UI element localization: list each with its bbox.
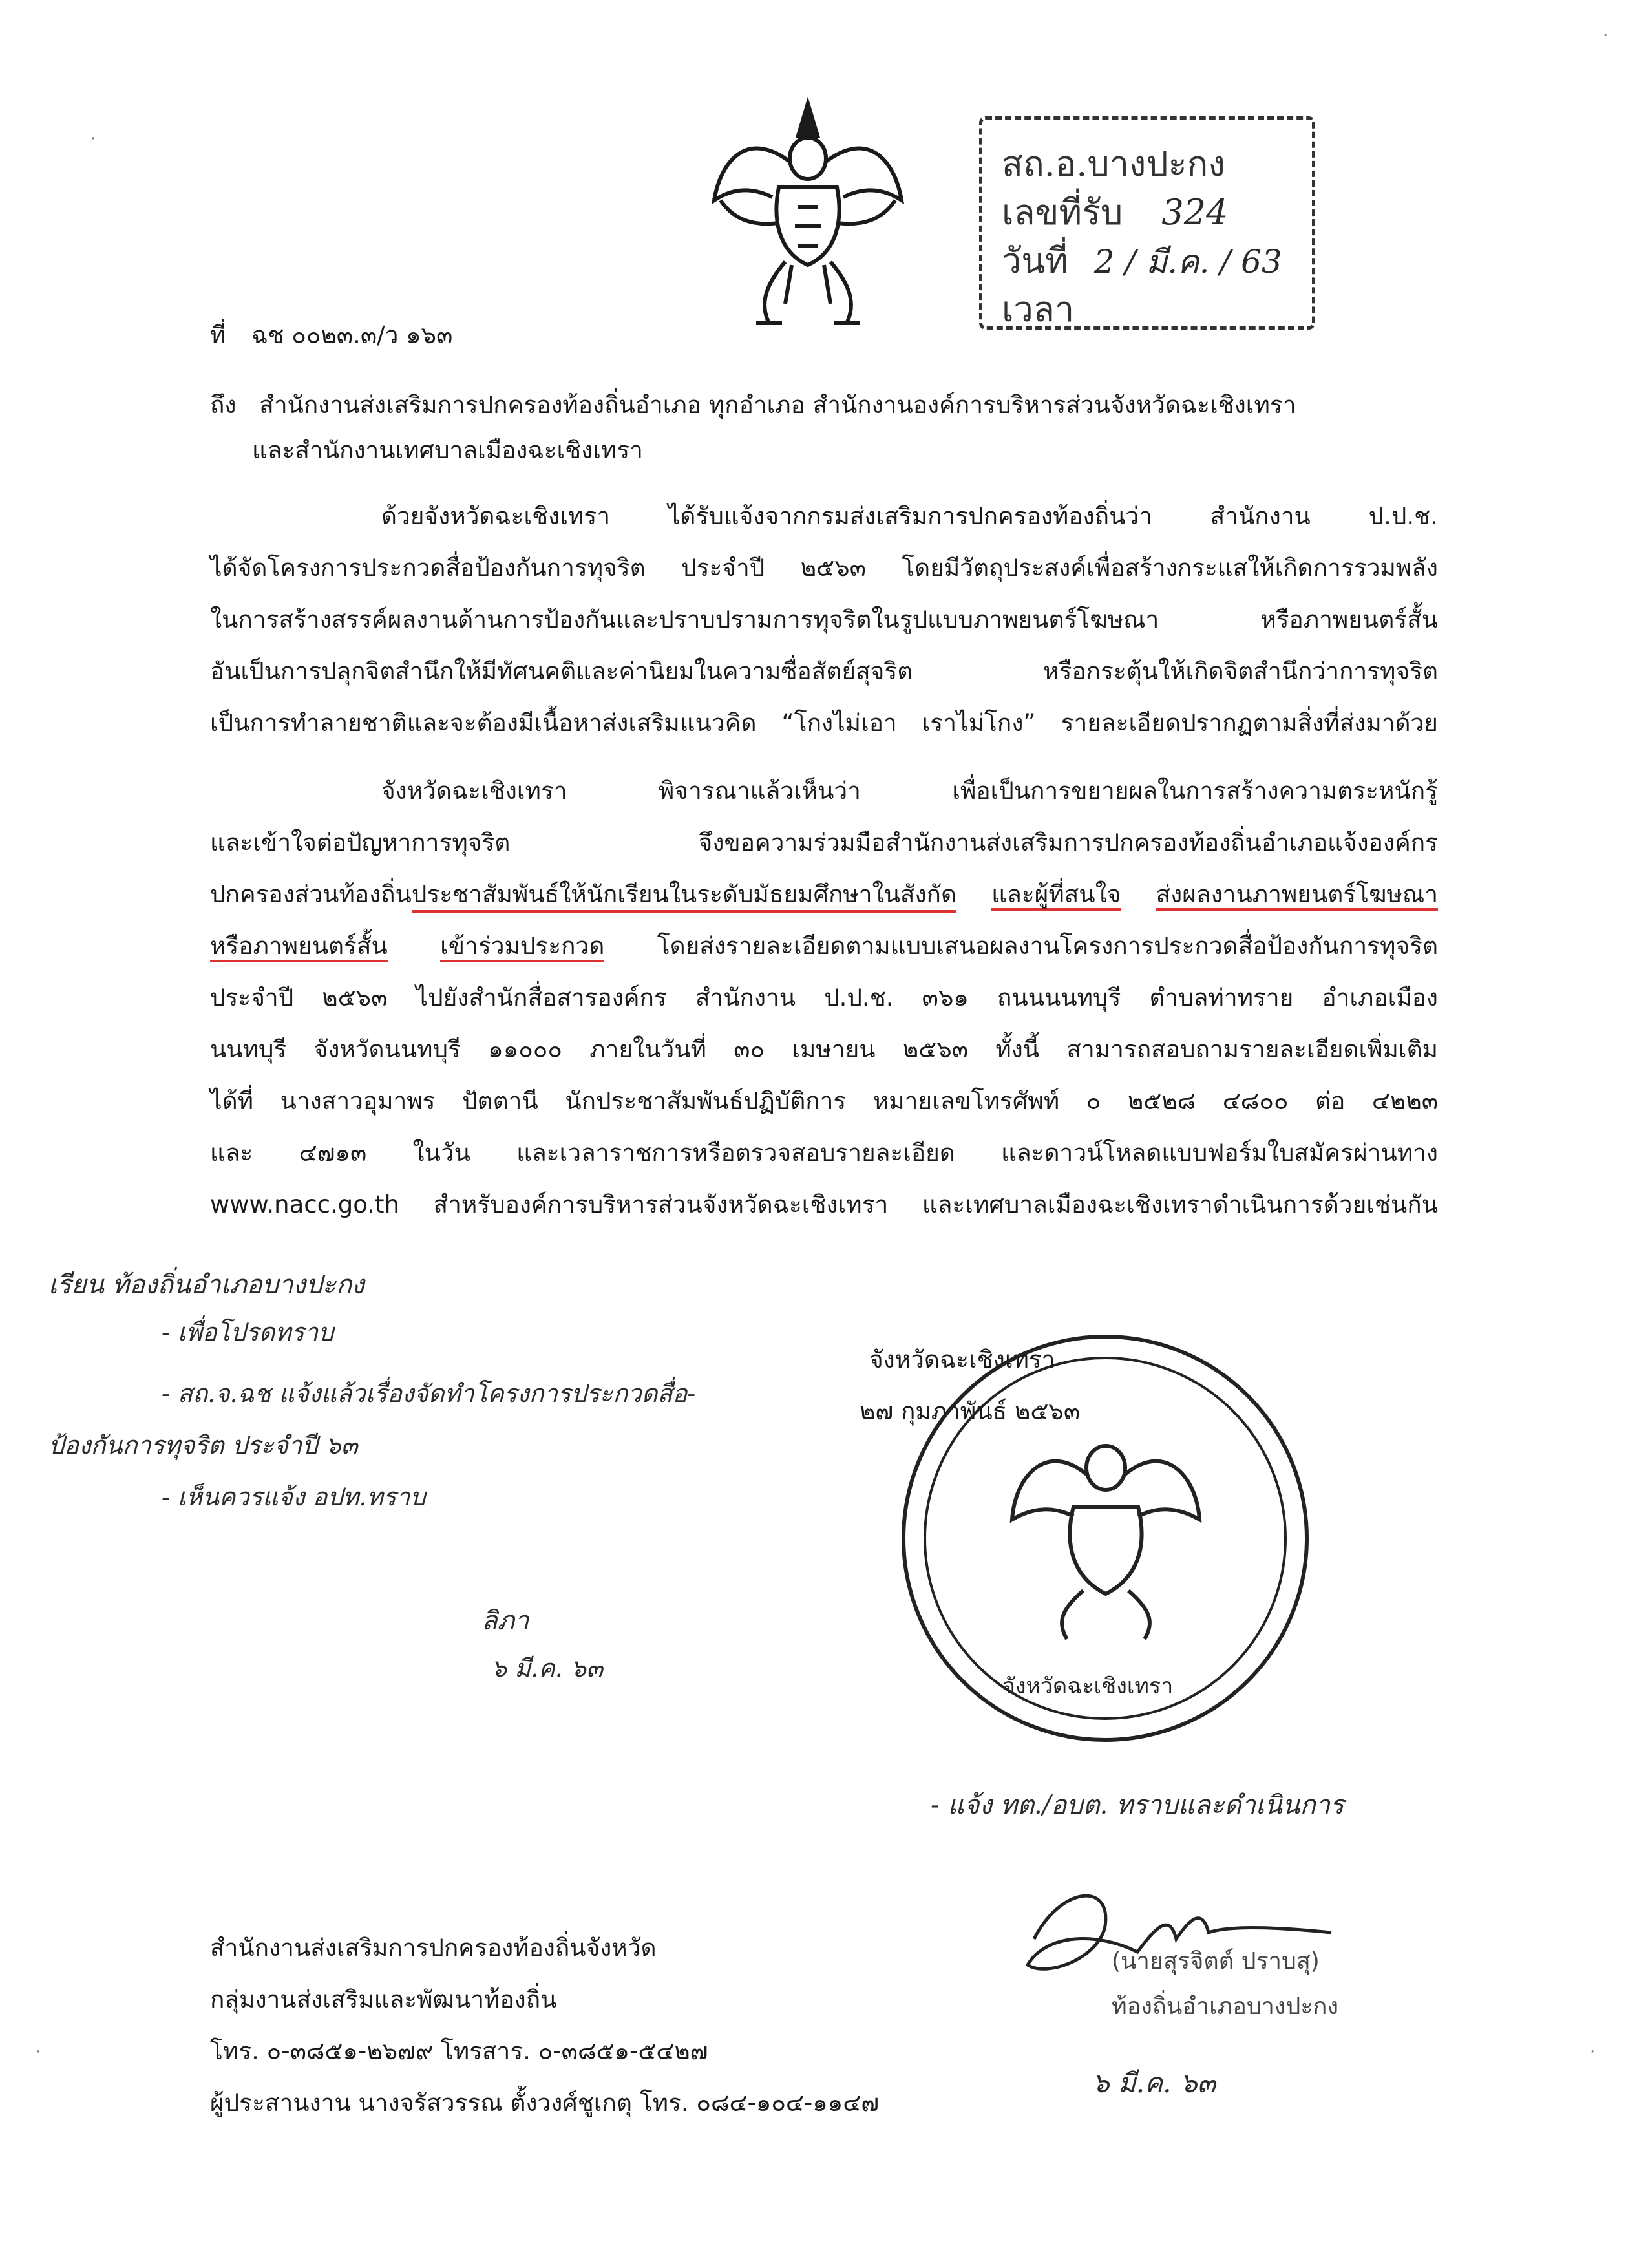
stamp-date-value: 2 / มี.ค. / 63 <box>1093 243 1282 281</box>
para1-line: ในการสร้างสรรค์ผลงานด้านการป้องกันและปราบปรามการทุจริตในรูปแบบภาพยนตร์โฆษณา หรือภาพยนตร์สั้น <box>210 606 1438 633</box>
signatory-position: ท้องถิ่นอำเภอบางปะกง <box>1112 1993 1339 2020</box>
receipt-stamp <box>979 116 1315 330</box>
para1-line: เป็นการทำลายชาติและจะต้องมีเนื้อหาส่งเสริมแนวคิด “โกงไม่เอา เราไม่โกง” รายละเอียดปรากฏตามสิ่งที่ส่งมาด้วย <box>210 709 1438 737</box>
handwritten-note-line: เรียน ท้องถิ่นอำเภอบางปะกง <box>48 1270 364 1300</box>
footer-office: สำนักงานส่งเสริมการปกครองท้องถิ่นจังหวัด <box>210 1934 657 1962</box>
handwritten-note-line: - เพื่อโปรดทราบ <box>162 1318 334 1346</box>
para1-line: ได้จัดโครงการประกวดสื่อป้องกันการทุจริต ประจำปี ๒๕๖๓ โดยมีวัตถุประสงค์เพื่อสร้างกระแสให้เกิดการรวมพลัง <box>210 554 1438 582</box>
seal-text: จังหวัดฉะเชิงเทรา <box>1002 1673 1174 1699</box>
para1-line: ด้วยจังหวัดฉะเชิงเทรา ได้รับแจ้งจากกรมส่งเสริมการปกครองท้องถิ่นว่า สำนักงาน ป.ป.ช. <box>381 502 1438 530</box>
underlined-phrase: หรือภาพยนตร์สั้น <box>210 934 388 962</box>
signing-date: ๒๗ กุมภาพันธ์ ๒๕๖๓ <box>860 1397 1081 1425</box>
stamp-date-label: วันที่ <box>1002 240 1068 281</box>
stamp-time-label: เวลา <box>1002 289 1075 330</box>
handwritten-note-line: ป้องกันการทุจริต ประจำปี ๖๓ <box>48 1431 358 1459</box>
garuda-emblem <box>708 90 908 343</box>
scan-speck: · <box>36 2042 41 2062</box>
para1-line: อันเป็นการปลุกจิตสำนึกให้มีทัศนคติและค่านิยมในความซื่อสัตย์สุจริต หรือกระตุ้นให้เกิดจิตสำนึกว่าการทุจริต <box>210 657 1438 685</box>
reference-number <box>210 323 452 347</box>
para2-line: ประจำปี ๒๕๖๓ ไปยังสำนักสื่อสารองค์กร สำนักงาน ป.ป.ช. ๓๖๑ ถนนนนทบุรี ตำบลท่าทราย อำเภอเมือง <box>210 984 1438 1012</box>
underlined-phrase: ประชาสัมพันธ์ให้นักเรียนในระดับมัธยมศึกษาในสังกัด <box>412 880 956 913</box>
stamp-time-row <box>1002 281 1074 337</box>
addressee-line1: สำนักงานส่งเสริมการปกครองท้องถิ่นอำเภอ ทุกอำเภอ สำนักงานองค์การบริหารส่วนจังหวัดฉะเชิงเทรา <box>259 391 1296 419</box>
para2-line-underlined <box>210 934 1438 962</box>
reference-value: ฉช ๐๐๒๓.๓/ว ๑๖๓ <box>251 321 453 349</box>
signing-province: จังหวัดฉะเชิงเทรา <box>869 1346 1055 1373</box>
signatory-name: (นายสุรจิตต์ ปราบสุ) <box>1112 1948 1320 1975</box>
seal-garuda-icon <box>1002 1416 1209 1649</box>
scan-speck: · <box>1590 2042 1596 2062</box>
para2-line: และเข้าใจต่อปัญหาการทุจริต จึงขอความร่วมมือสำนักงานส่งเสริมการปกครองท้องถิ่นอำเภอแจ้งองค์กร <box>210 829 1438 856</box>
footer-coordinator: ผู้ประสานงาน นางจรัสวรรณ ตั้งวงศ์ชูเกตุ โทร. ๐๘๔-๑๐๔-๑๑๔๗ <box>210 2089 880 2117</box>
para2-text: ปกครองส่วนท้องถิ่น <box>210 880 412 908</box>
handwritten-initials: ลิภา <box>481 1606 529 1636</box>
scan-speck: · <box>90 129 96 149</box>
handwritten-initials-date: ๖ มี.ค. ๖๓ <box>491 1654 604 1682</box>
para2-line: www.nacc.go.th สำหรับองค์การบริหารส่วนจังหวัดฉะเชิงเทรา และเทศบาลเมืองฉะเชิงเทราดำเนินการด้วยเช่นกัน <box>210 1191 1438 1218</box>
addressee <box>210 393 1296 417</box>
stamp-office: สถ.อ.บางปะกง <box>1002 143 1225 184</box>
handwritten-note-line: - เห็นควรแจ้ง อปท.ทราบ <box>162 1483 426 1511</box>
handwritten-note-line: - สถ.จ.ฉช แจ้งแล้วเรื่องจัดทำโครงการประกวดสื่อ- <box>162 1379 696 1408</box>
para2-line: นนทบุรี จังหวัดนนทบุรี ๑๑๐๐๐ ภายในวันที่ ๓๐ เมษายน ๒๕๖๓ ทั้งนี้ สามารถสอบถามรายละเอียดเพิ่มเติม <box>210 1035 1438 1063</box>
footer-group: กลุ่มงานส่งเสริมและพัฒนาท้องถิ่น <box>210 1986 557 2013</box>
addressee-label: ถึง <box>210 391 237 419</box>
addressee-line2: และสำนักงานเทศบาลเมืองฉะเชิงเทรา <box>252 436 643 464</box>
para2-line: ได้ที่ นางสาวอุมาพร ปัตตานี นักประชาสัมพันธ์ปฏิบัติการ หมายเลขโทรศัพท์ ๐ ๒๕๒๘ ๔๘๐๐ ต่อ ๔๒๒๓ <box>210 1087 1438 1115</box>
reference-label: ที่ <box>210 321 226 349</box>
para2-line: จังหวัดฉะเชิงเทรา พิจารณาแล้วเห็นว่า เพื่อเป็นการขยายผลในการสร้างความตระหนักรู้ <box>381 777 1438 805</box>
stamp-receipt-number-row <box>1002 184 1228 240</box>
provincial-seal <box>902 1335 1309 1742</box>
scan-speck: · <box>1603 26 1609 45</box>
para2-line: และ ๔๗๑๓ ในวัน และเวลาราชการหรือตรวจสอบรายละเอียด และดาวน์โหลดแบบฟอร์มใบสมัครผ่านทาง <box>210 1139 1438 1167</box>
handwritten-endorsement: - แจ้ง ทต./อบต. ทราบและดำเนินการ <box>931 1790 1344 1820</box>
underlined-phrase: และผู้ที่สนใจ <box>991 882 1121 911</box>
footer-phone: โทร. ๐-๓๘๕๑-๒๖๗๙ โทรสาร. ๐-๓๘๕๑-๕๔๒๗ <box>210 2037 708 2065</box>
underlined-phrase: ส่งผลงานภาพยนตร์โฆษณา <box>1156 882 1438 911</box>
para2-text: โดยส่งรายละเอียดตามแบบเสนอผลงานโครงการประกวดสื่อป้องกันการทุจริต <box>657 932 1438 960</box>
stamp-date-row <box>1002 233 1282 288</box>
stamp-receipt-value: 324 <box>1161 192 1229 233</box>
para2-line-underlined <box>210 882 1438 911</box>
stamp-receipt-label: เลขที่รับ <box>1002 192 1123 233</box>
signatory-date: ๖ มี.ค. ๖๓ <box>1092 2067 1216 2099</box>
underlined-phrase: เข้าร่วมประกวด <box>440 934 604 962</box>
